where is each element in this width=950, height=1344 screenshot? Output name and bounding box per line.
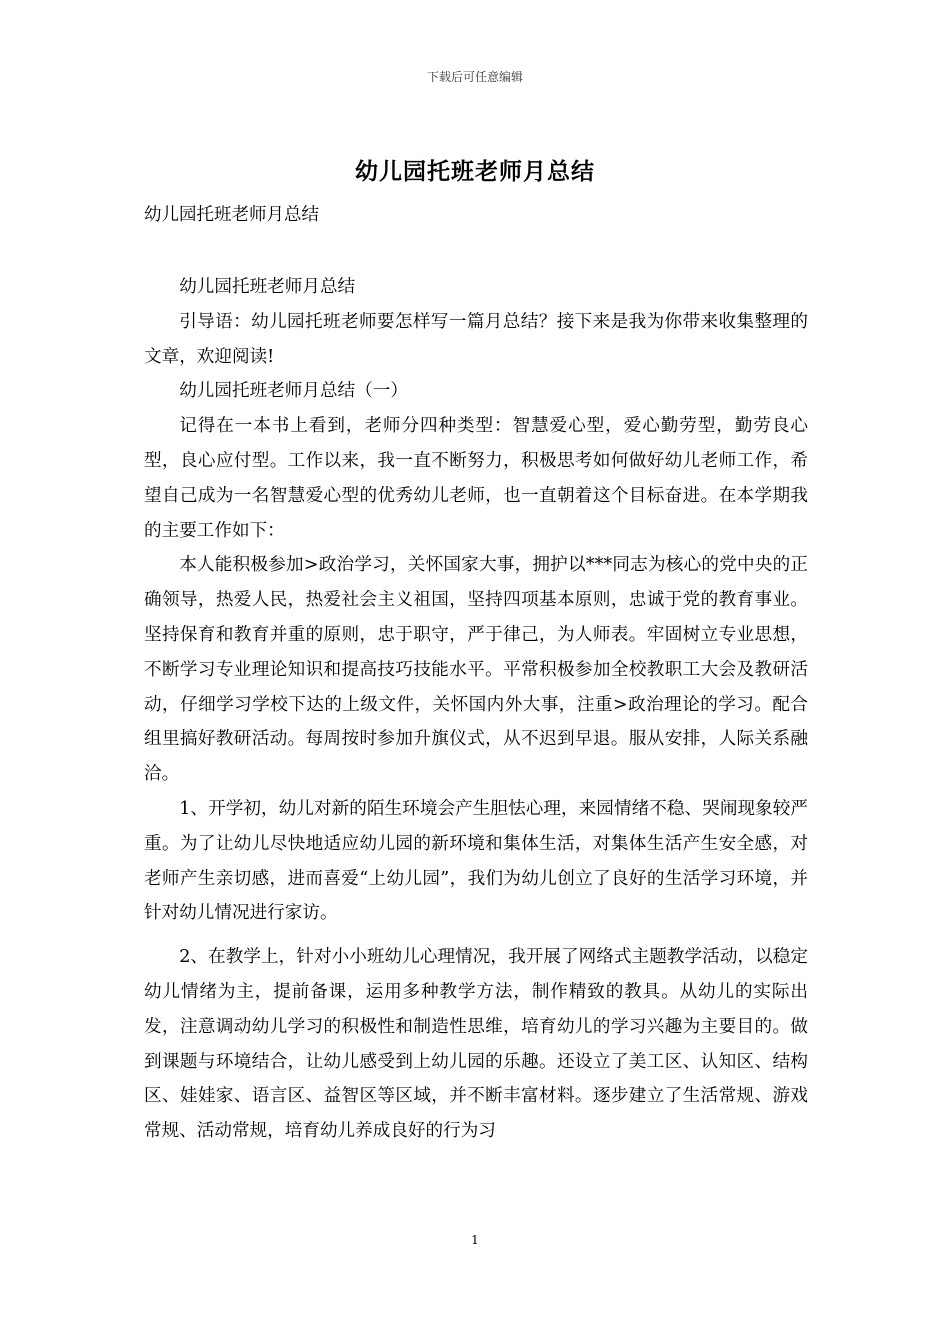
section-heading: 幼儿园托班老师月总结（一） (179, 381, 408, 402)
body-paragraph: 本人能积极参加>政治学习，关怀国家大事，拥护以***同志为核心的党中央的正确领导，热爱人民，热爱社会主义祖国，坚持四项基本原则，忠诚于党的教育事业。坚持保育和教育并重的原则，忠于职守，严于律己，为人师表。牢固树立专业思想，不断学习专业理论知识和提高技巧技能水平。平常积极参加全校教职工大会及教研活动，仔细学习学校下达的上级文件，关怀国内外大事，注重>政治理论的学习。配合组里搞好教研活动。每周按时参加升旗仪式，从不迟到早退。服从安排，人际关系融洽。 (144, 555, 808, 785)
body-heading: 幼儿园托班老师月总结 (179, 277, 356, 297)
page-number: 1 (471, 1233, 479, 1247)
document-subtitle: 幼儿园托班老师月总结 (144, 205, 319, 225)
body-paragraph: 2、在教学上，针对小小班幼儿心理情况，我开展了网络式主题教学活动，以稳定幼儿情绪为主，提前备课，运用多种教学方法，制作精致的教具。从幼儿的实际出发，注意调动幼儿学习的积极性和制造性思维，培育幼儿的学习兴趣为主要目的。做到课题与环境结合，让幼儿感受到上幼儿园的乐趣。还设立了美工区、认知区、结构区、娃娃家、语言区、益智区等区域，并不断丰富材料。逐步建立了生活常规、游戏常规、活动常规，培育幼儿养成良好的行为习 (144, 947, 808, 1142)
body-paragraph: 1、开学初，幼儿对新的陌生环境会产生胆怯心理，来园情绪不稳、哭闹现象较严重。为了让幼儿尽快地适应幼儿园的新环境和集体生活，对集体生活产生安全感，对老师产生亲切感，进而喜爱“上幼儿园”，我们为幼儿创立了良好的生活学习环境，并针对幼儿情况进行家访。 (144, 798, 808, 924)
intro-paragraph: 引导语：幼儿园托班老师要怎样写一篇月总结？接下来是我为你带来收集整理的文章，欢迎阅读! (144, 311, 808, 367)
document-title: 幼儿园托班老师月总结 (355, 158, 595, 185)
document-body (144, 270, 808, 1149)
body-paragraph: 记得在一本书上看到，老师分四种类型：智慧爱心型，爱心勤劳型，勤劳良心型，良心应付型。工作以来，我一直不断努力，积极思考如何做好幼儿老师工作，希望自己成为一名智慧爱心型的优秀幼儿老师，也一直朝着这个目标奋进。在本学期我的主要工作如下： (144, 416, 808, 541)
header-note: 下载后可任意编辑 (426, 70, 523, 84)
